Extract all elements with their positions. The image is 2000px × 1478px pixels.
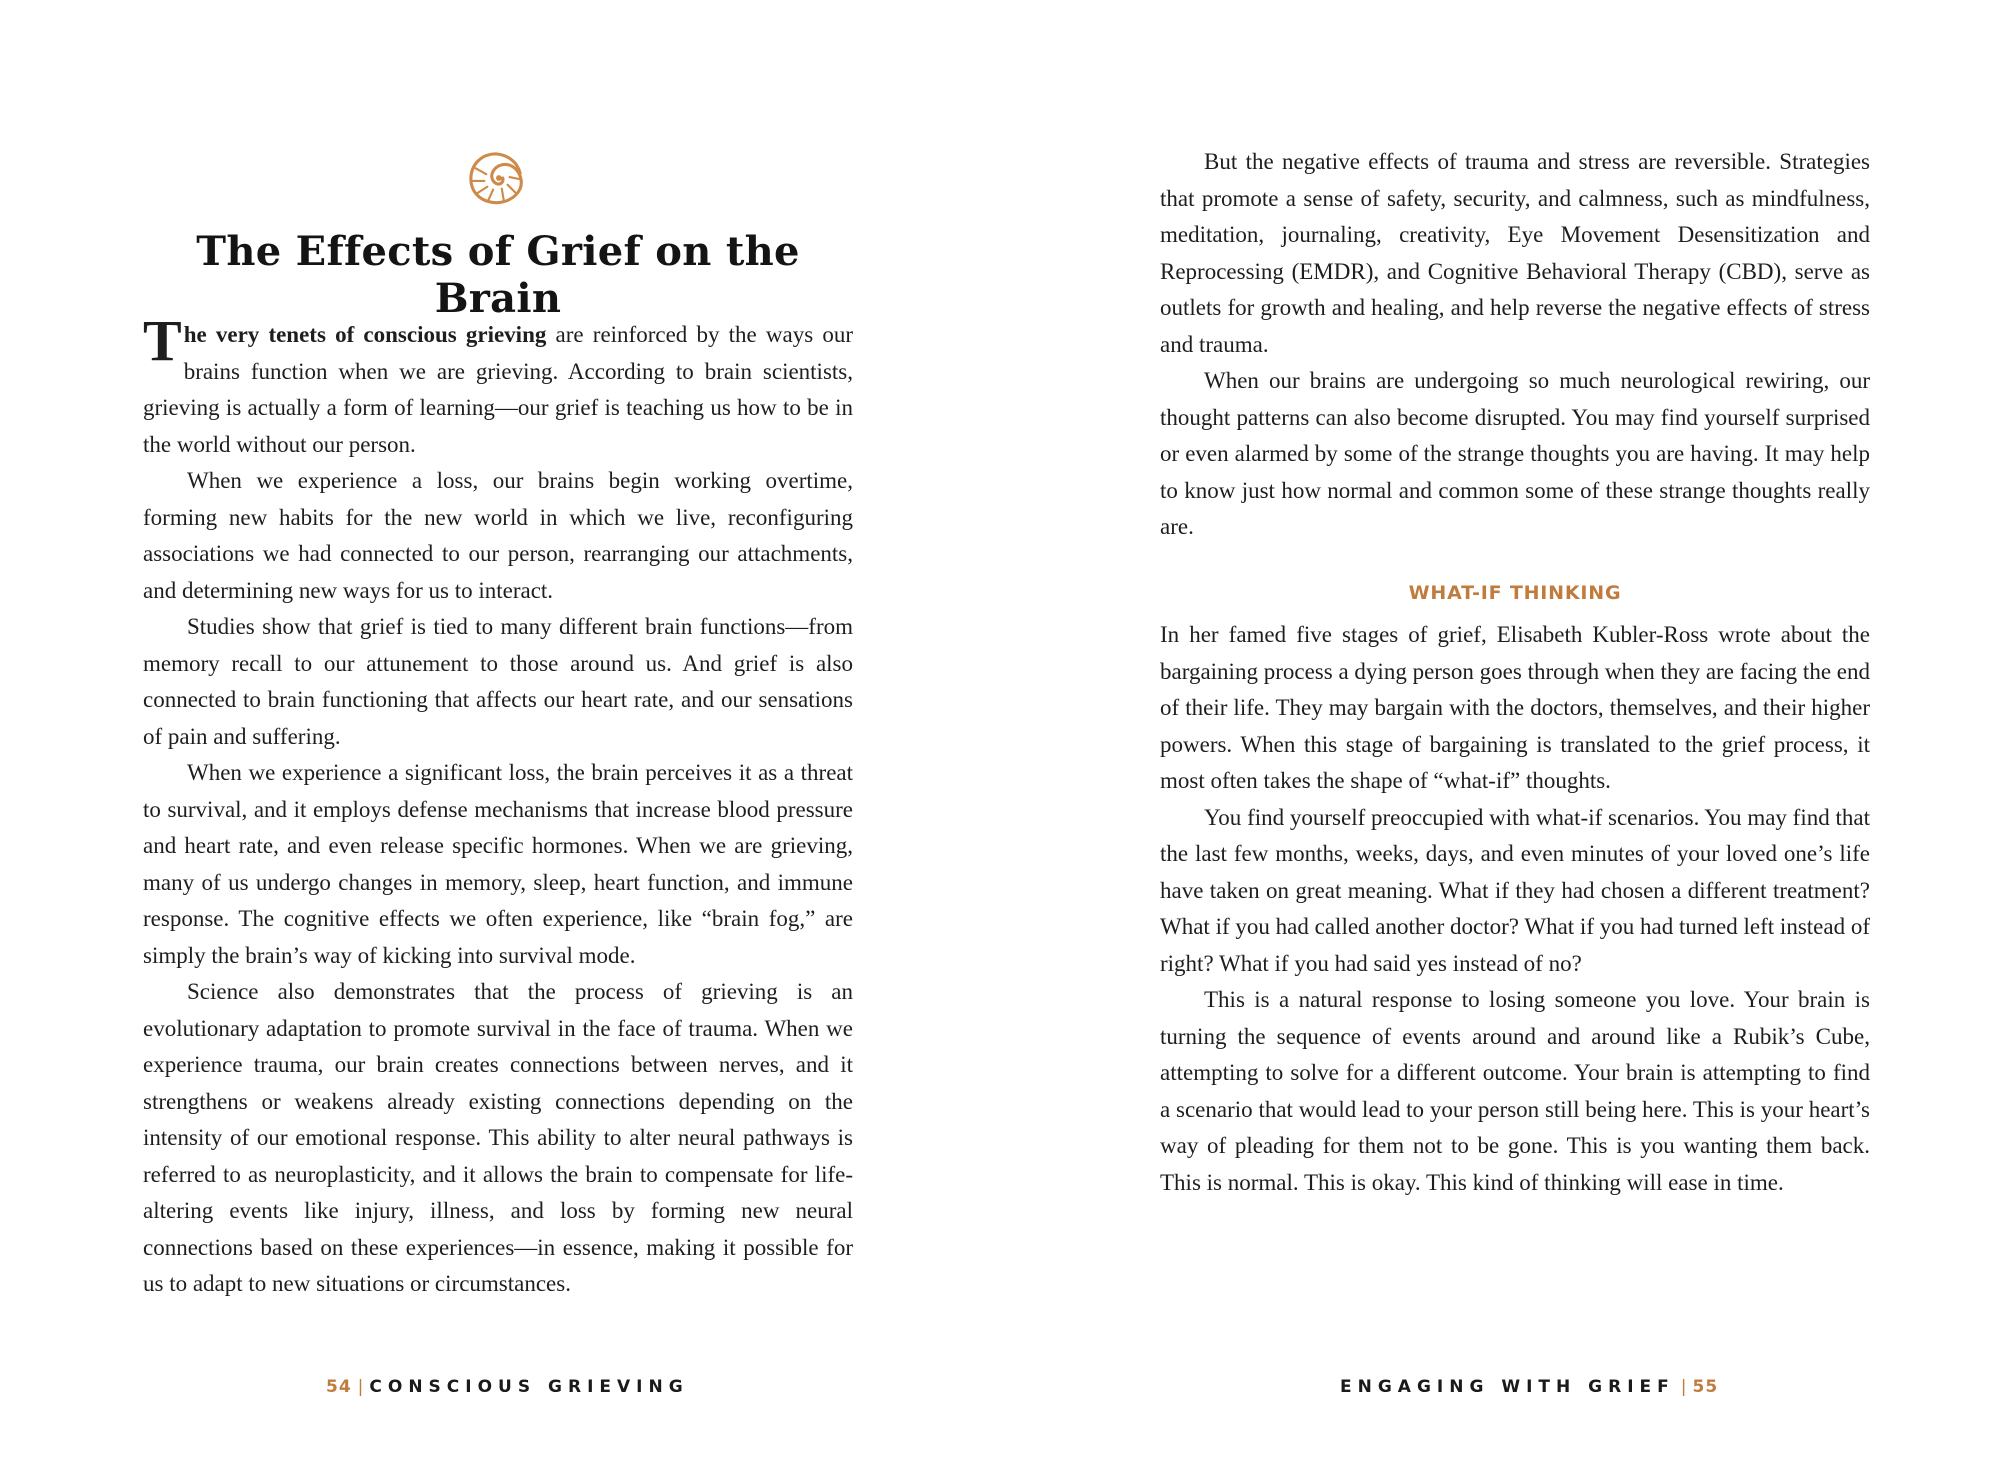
paragraph: This is a natural response to losing someone you love. Your brain is turning the sequence of events around and around like a Rubik’s Cube, attempting to solve for a different outcome. Your brain is attempting to find a scenario that would lead to your person still being here. This is your heart’s way of pleading for them not to be gone. This is you wanting them back. This is normal. This is okay. This kind of thinking will ease in time.	[1160, 987, 1870, 1195]
paragraph: When we experience a loss, our brains begin working overtime, forming new habits for the new world in which we live, reconfiguring associations we had connected to our person, rearranging our attachments, and determining new ways for us to interact.	[143, 468, 853, 603]
paragraph-text: are reinforced by the ways our brains function when we are grieving. According to brain scientists, grieving is actually a form of learning—our grief is teaching us how to be in the world without our person.	[143, 322, 853, 457]
right-page	[1000, 0, 2000, 1478]
section-subheading: WHAT-IF THINKING	[1408, 582, 1622, 604]
page-number: 55	[1692, 1377, 1719, 1397]
right-body-text-bottom	[1160, 617, 1870, 1201]
paragraph: Studies show that grief is tied to many different brain functions—from memory recall to our attunement to those around us. And grief is also connected to brain functioning that affects our heart rate, and our sensations of pain and suffering.	[143, 614, 853, 749]
right-body-text-top	[1160, 144, 1870, 546]
page-footer	[326, 1375, 689, 1399]
left-body-text	[143, 308, 853, 1303]
footer-separator: |	[357, 1377, 364, 1397]
paragraph: When our brains are undergoing so much neurological rewiring, our thought patterns can also become disrupted. You may find yourself surprised or even alarmed by some of the strange thoughts you are having. It may help to know just how normal and common some of these strange thoughts really are.	[1160, 368, 1870, 539]
page-number: 54	[326, 1377, 352, 1397]
chapter-title: The Effects of Grief on the Brain	[196, 228, 800, 322]
running-head: CONSCIOUS GRIEVING	[369, 1377, 689, 1397]
paragraph: Science also demonstrates that the process of grieving is an evolutionary adaptation to promote survival in the face of trauma. When we experience trauma, our brain creates connections between nerves, and it strengthens or weakens already existing connections depending on the intensity of our emotional response. This ability to alter neural pathways is referred to as neuroplasticity, and it allows the brain to compensate for life-altering events like injury, illness, and loss by forming new neural connections based on these experiences—in essence, making it possible for us to adapt to new situations or circumstances.	[143, 979, 853, 1296]
paragraph	[143, 308, 853, 463]
paragraph: In her famed five stages of grief, Elisabeth Kubler-Ross wrote about the bargaining process a dying person goes through when they are facing the end of their life. They may bargain with the doctors, themselves, and their higher powers. When this stage of bargaining is translated to the grief process, it most often takes the shape of “what-if” thoughts.	[1160, 622, 1870, 793]
paragraph: But the negative effects of trauma and stress are reversible. Strategies that promote a sense of safety, security, and calmness, such as mindfulness, meditation, journaling, creativity, Eye Movement Desensitization and Reprocessing (EMDR), and Cognitive Behavioral Therapy (CBD), serve as outlets for growth and healing, and help reverse the negative effects of stress and trauma.	[1160, 149, 1870, 357]
nautilus-shell-icon	[467, 150, 525, 208]
paragraph: You find yourself preoccupied with what-if scenarios. You may find that the last few months, weeks, days, and even minutes of your loved one’s life have taken on great meaning. What if they had chosen a different treatment? What if you had called another doctor? What if you had turned left instead of right? What if you had said yes instead of no?	[1160, 804, 1870, 976]
lead-in-text: he very tenets of conscious grieving	[183, 322, 547, 347]
page-footer	[1340, 1375, 1718, 1399]
drop-cap: T	[143, 308, 182, 373]
running-head: ENGAGING WITH GRIEF	[1340, 1377, 1675, 1397]
footer-separator: |	[1680, 1377, 1687, 1397]
paragraph: When we experience a significant loss, the brain perceives it as a threat to survival, and it employs defense mechanisms that increase blood pressure and heart rate, and even release specific hormones. When we are grieving, many of us undergo changes in memory, sleep, heart function, and immune response. The cognitive effects we often experience, like “brain fog,” are simply the brain’s way of kicking into survival mode.	[143, 760, 853, 968]
